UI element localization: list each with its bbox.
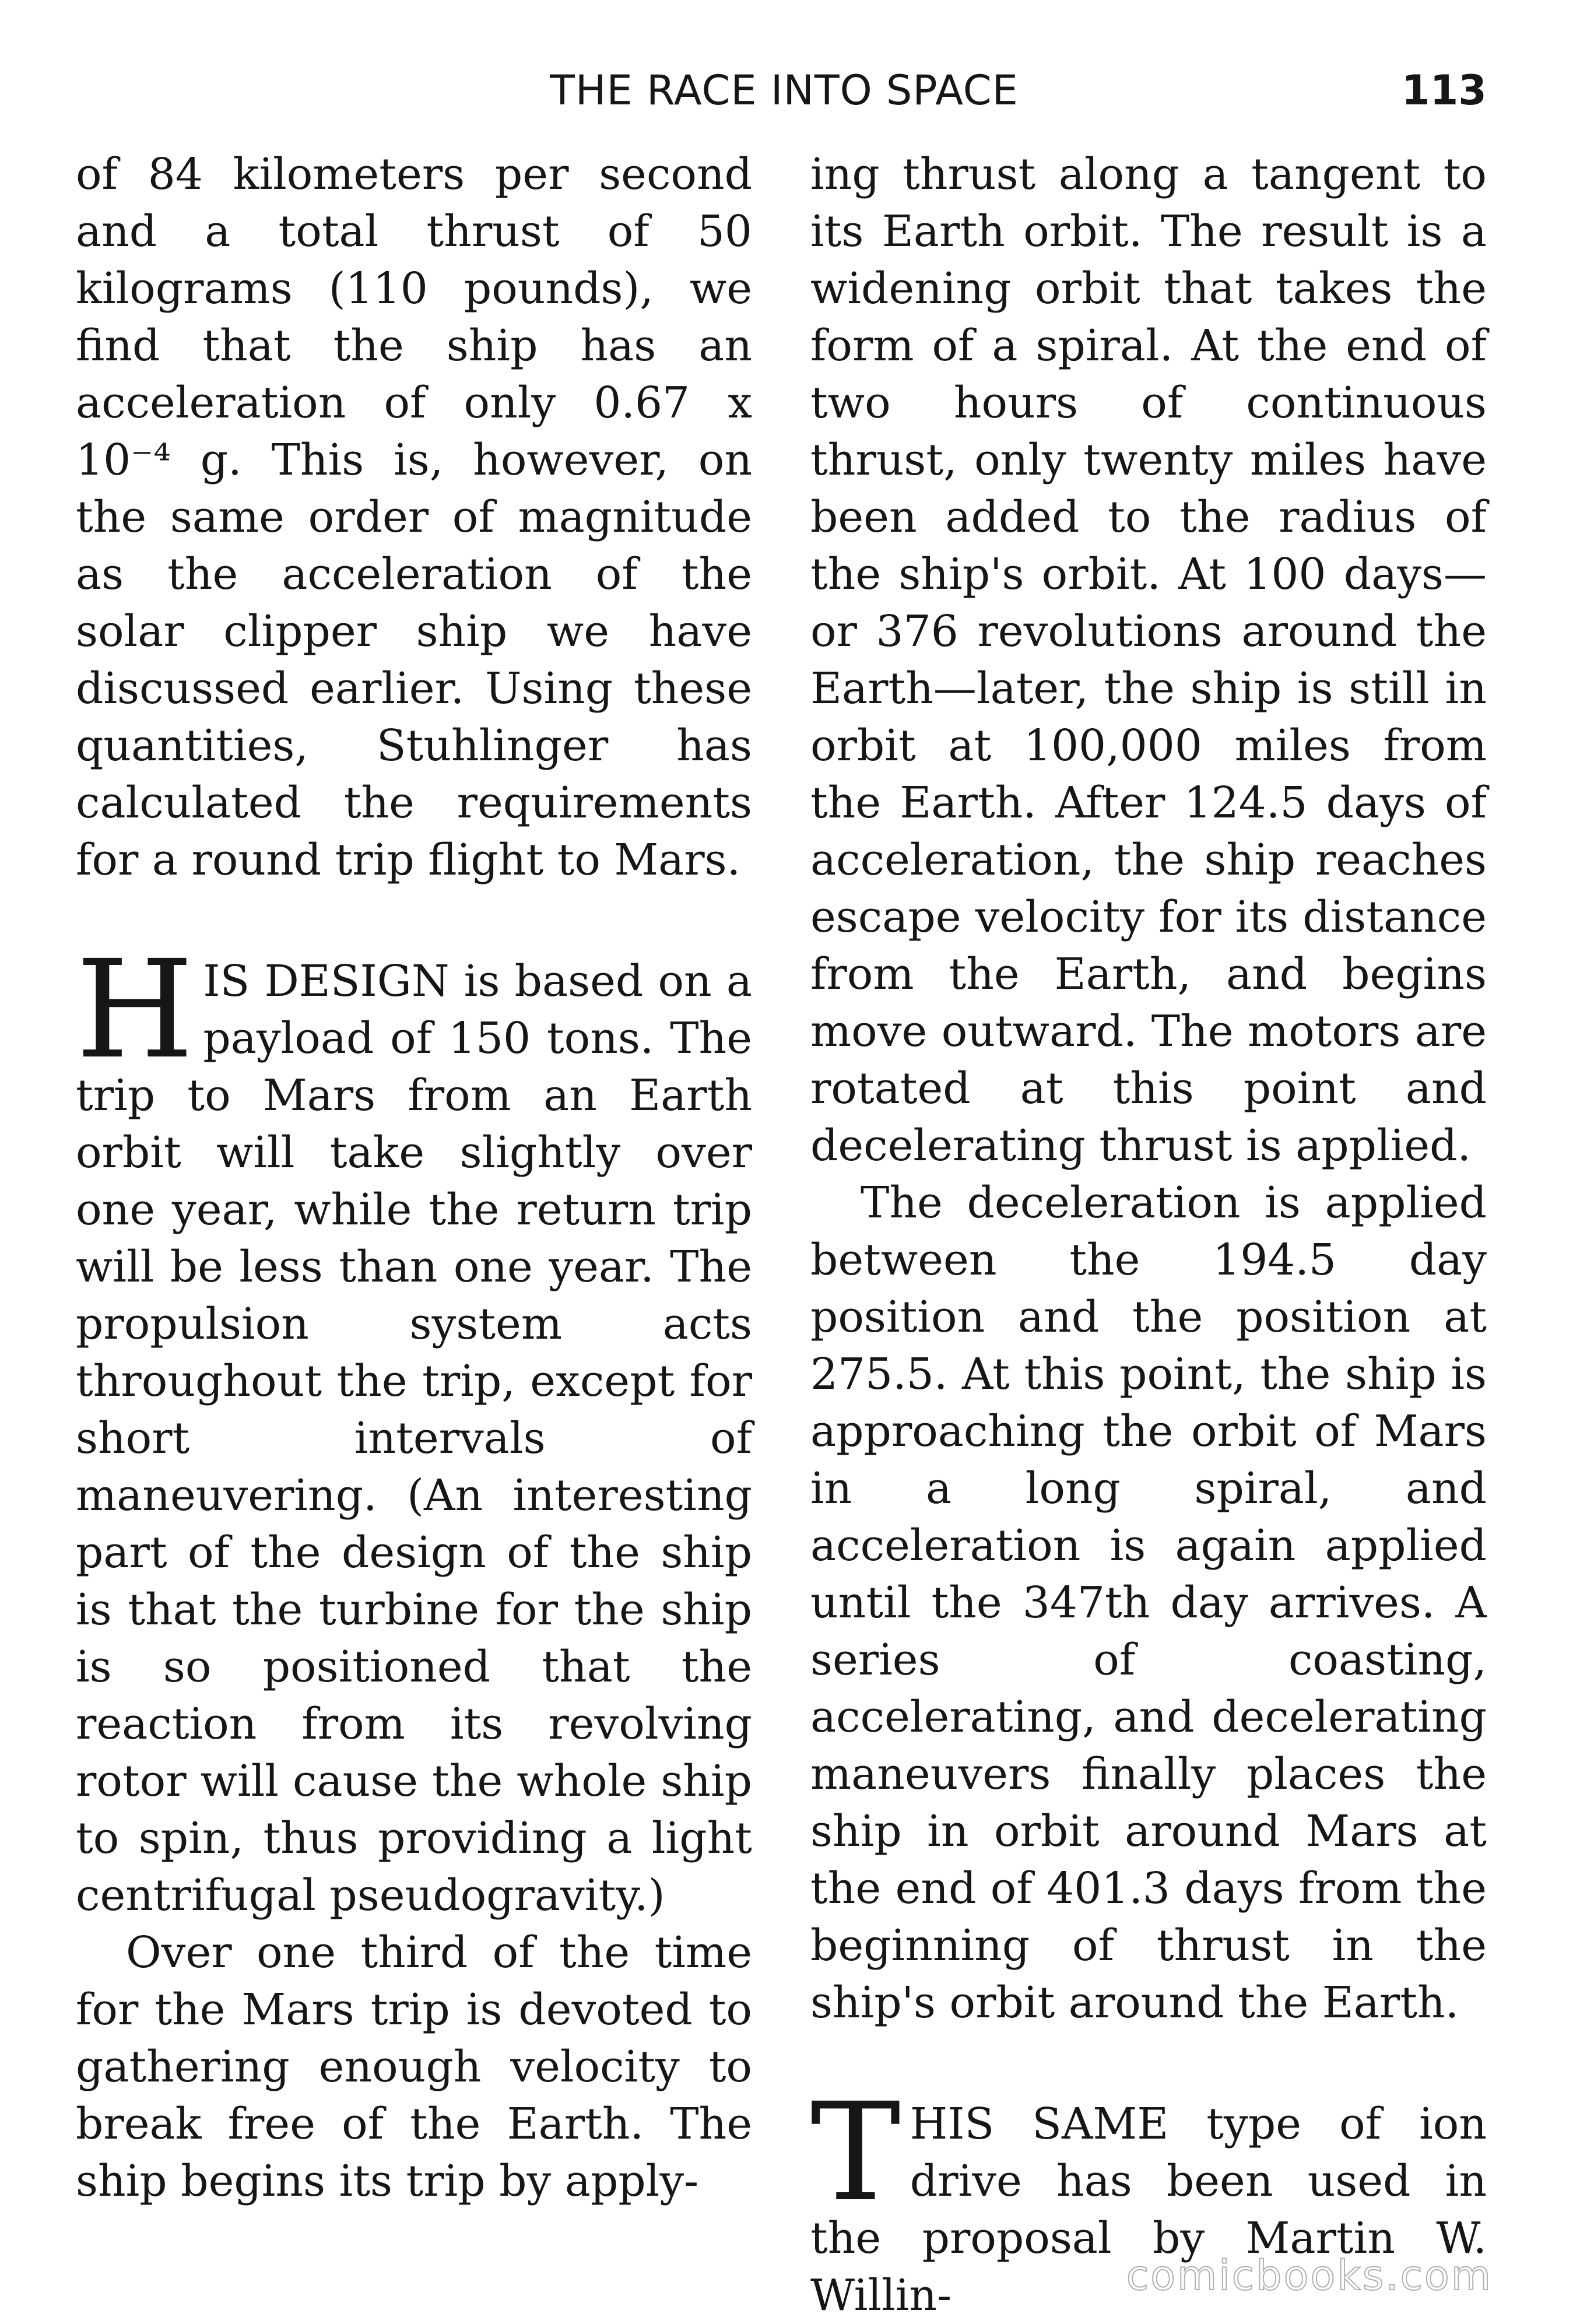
running-head xyxy=(76,63,1493,133)
paragraph-text: HIS SAME type of ion drive has been used in the proposal by Martin W. Willin- xyxy=(810,2099,1487,2321)
right-column xyxy=(810,146,1487,2324)
paragraph-text: IS DESIGN is based on a payload of 150 tons. The trip to Mars from an Earth orbit will take slightly over one year, while the return trip will be less than one year. The propulsion system acts throughout the trip, except for short intervals of maneuvering. (An interesting part of the design of the ship is that the turbine for the ship is so positioned that the reaction from its revolving rotor will cause the whole ship to spin, thus providing a light centrifugal pseudogravity.) xyxy=(76,956,752,1921)
watermark: comicbooks.com xyxy=(1126,2252,1493,2300)
running-title: THE RACE INTO SPACE xyxy=(550,66,1019,114)
paragraph: ing thrust along a tangent to its Earth orbit. The result is a widening orbit that takes the form of a spiral. At the end of two hours of continuous thrust, only twenty miles have been added to the radius of the ship's orbit. At 100 days—or 376 revolutions around the Earth—later, the ship is still in orbit at 100,000 miles from the Earth. After 124.5 days of acceleration, the ship reaches escape velocity for its distance from the Earth, and begins move outward. The motors are rotated at this point and decelerating thrust is applied. xyxy=(810,149,1487,1171)
drop-cap: T xyxy=(810,2074,901,2231)
drop-cap: H xyxy=(76,931,194,1089)
paragraph: The deceleration is applied between the 194.5 day position and the position at 275.5. At this point, the ship is approaching the orbit of Mars in a long spiral, and acceleration is again applied until the 347th day arrives. A series of coasting, accelerating, and decelerating maneuvers finally places the ship in orbit around Mars at the end of 401.3 days from the beginning of thrust in the ship's orbit around the Earth. xyxy=(810,1178,1487,2028)
left-column xyxy=(76,146,752,2210)
paragraph: of 84 kilometers per second and a total thrust of 50 kilograms (110 pounds), we find that the ship has an acceleration of only 0.67 x 10⁻⁴ g. This is, however, on the same order of magnitude as the acceleration of the solar clipper ship we have discussed earlier. Using these quantities, Stuhlinger has calculated the requirements for a round trip flight to Mars. xyxy=(76,149,752,885)
paragraph: Over one third of the time for the Mars trip is devoted to gathering enough velocity to break free of the Earth. The ship begins its trip by apply- xyxy=(76,1928,752,2206)
paragraph-with-dropcap xyxy=(76,931,752,1924)
page-number: 113 xyxy=(1401,66,1487,114)
